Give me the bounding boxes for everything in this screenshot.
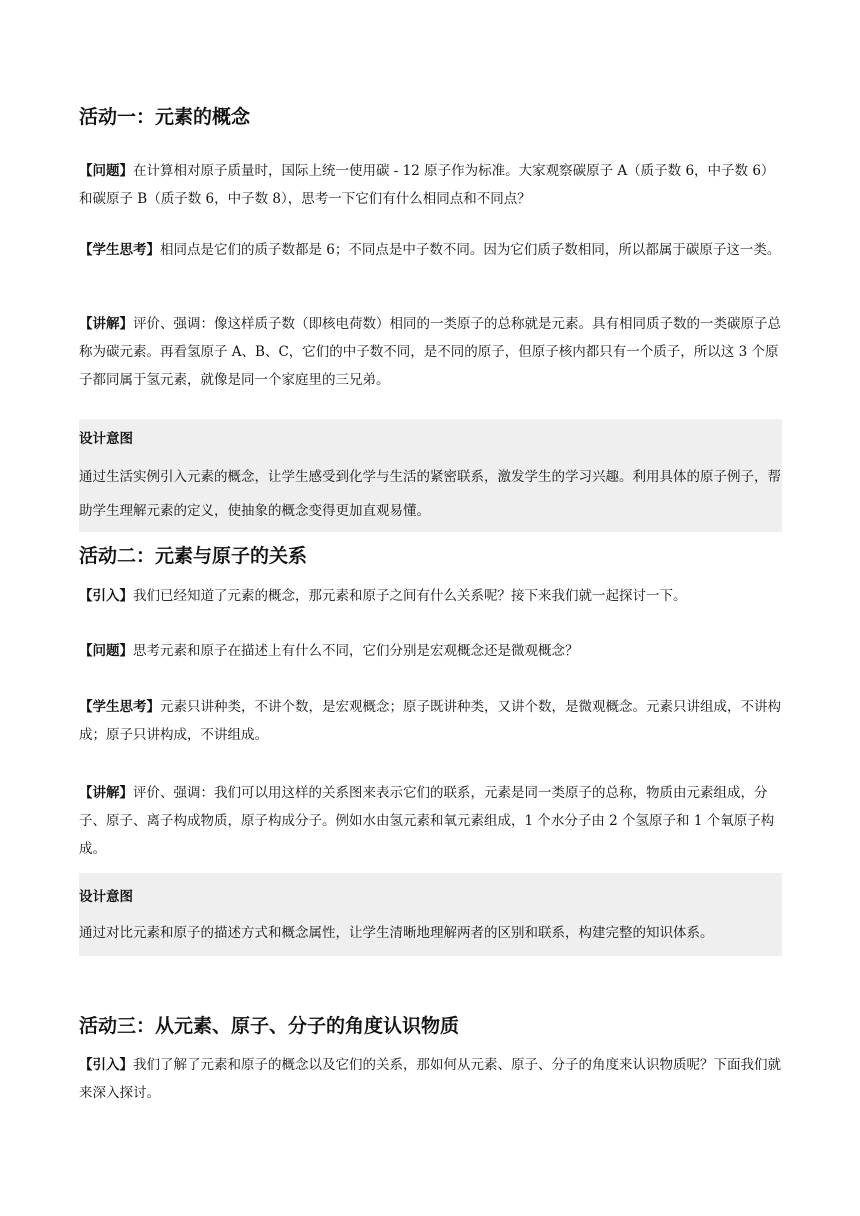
intro-text: 我们了解了元素和原子的概念以及它们的关系，那如何从元素、原子、分子的角度来认识物质呢？下面我们就来深入探讨。 — [79, 1057, 781, 1101]
activity-3-heading: 活动三：从元素、原子、分子的角度认识物质 — [79, 1015, 460, 1037]
activity-1-question — [79, 157, 782, 213]
activity-1-heading: 活动一：元素的概念 — [79, 106, 251, 128]
question-label: 【问题】 — [79, 163, 133, 179]
activity-1-design-intent-box — [79, 419, 782, 532]
design-intent-title: 设计意图 — [79, 889, 133, 905]
activity-2-question — [79, 637, 782, 665]
explanation-text: 评价、强调：像这样质子数（即核电荷数）相同的一类原子的总称就是元素。具有相同质子数的一类碳原子总称为碳元素。再看氢原子 A、B、C，它们的中子数不同，是不同的原子，但原子核内都只有一个质子，所以这 3 个原子都同属于氢元素，就像是同一个家庭里的三兄弟。 — [79, 316, 781, 388]
student-thinking-label: 【学生思考】 — [79, 699, 160, 715]
activity-2-intro — [79, 582, 782, 610]
activity-2-heading: 活动二：元素与原子的关系 — [79, 545, 308, 567]
student-thinking-text: 相同点是它们的质子数都是 6；不同点是中子数不同。因为它们质子数相同，所以都属于碳原子这一类。 — [160, 242, 781, 258]
intro-label: 【引入】 — [79, 588, 133, 604]
design-intent-title: 设计意图 — [79, 431, 133, 447]
explanation-text: 评价、强调：我们可以用这样的关系图来表示它们的联系，元素是同一类原子的总称，物质由元素组成，分子、原子、离子构成物质，原子构成分子。例如水由氢元素和氧元素组成，1 个水分子由 2 个氢原子和 1 个氧原子构成。 — [79, 785, 775, 857]
student-thinking-label: 【学生思考】 — [79, 242, 160, 258]
activity-1-student-thinking — [79, 236, 782, 264]
design-intent-text: 通过生活实例引入元素的概念，让学生感受到化学与生活的紧密联系，激发学生的学习兴趣。利用具体的原子例子，帮助学生理解元素的定义，使抽象的概念变得更加直观易懂。 — [79, 469, 781, 519]
question-label: 【问题】 — [79, 643, 133, 659]
question-text: 在计算相对原子质量时，国际上统一使用碳 - 12 原子作为标准。大家观察碳原子 A（质子数 6，中子数 6）和碳原子 B（质子数 6，中子数 8），思考一下它们有什么相同点和不同点？ — [79, 163, 775, 207]
intro-text: 我们已经知道了元素的概念，那元素和原子之间有什么关系呢？接下来我们就一起探讨一下。 — [133, 588, 687, 604]
activity-2-student-thinking — [79, 693, 782, 749]
intro-label: 【引入】 — [79, 1057, 133, 1073]
question-text: 思考元素和原子在描述上有什么不同，它们分别是宏观概念还是微观概念？ — [133, 643, 579, 659]
explanation-label: 【讲解】 — [79, 316, 133, 332]
activity-2-design-intent-box — [79, 873, 782, 956]
design-intent-text: 通过对比元素和原子的描述方式和概念属性，让学生清晰地理解两者的区别和联系，构建完整的知识体系。 — [79, 925, 714, 941]
activity-1-explanation — [79, 310, 782, 394]
activity-2-explanation — [79, 779, 782, 863]
explanation-label: 【讲解】 — [79, 785, 133, 801]
activity-3-intro — [79, 1051, 782, 1107]
student-thinking-text: 元素只讲种类，不讲个数，是宏观概念；原子既讲种类，又讲个数，是微观概念。元素只讲组成，不讲构成；原子只讲构成，不讲组成。 — [79, 699, 781, 743]
